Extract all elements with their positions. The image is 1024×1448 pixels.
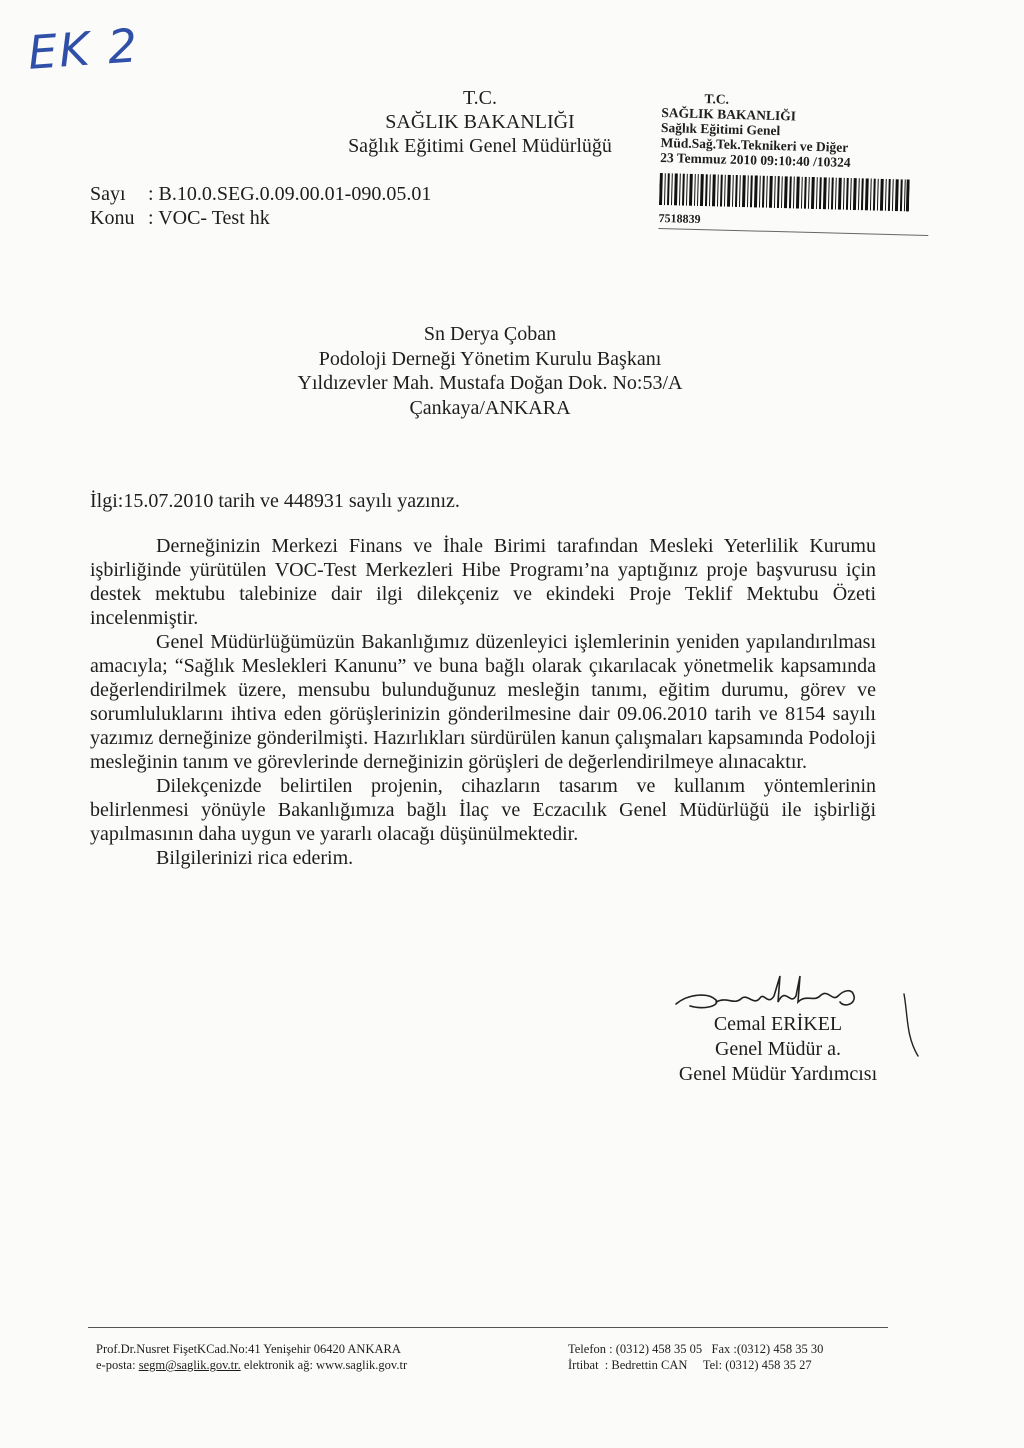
sayi-label: Sayı [90, 183, 126, 205]
footer-phone: Telefon : (0312) 458 35 05 Fax :(0312) 458 35 30 [568, 1342, 824, 1356]
addressee-title: Podoloji Derneği Yönetim Kurulu Başkanı [318, 347, 662, 370]
signatory-title: Genel Müdür a. [714, 1038, 842, 1060]
email-link[interactable]: segm@saglik.gov.tr. [138, 1358, 241, 1372]
handwritten-annotation: EK 2 [26, 18, 141, 80]
letter-body [90, 534, 876, 870]
body-paragraph-1: Derneğinizin Merkezi Finans ve İhale Birimi tarafından Mesleki Yeterlilik Kurumu işbirliğinde yürütülen VOC-Test Merkezleri Hibe Programı’na yaptığınız proje başvurusu için destek mektubu talebinize dair ilgi dilekçeniz ve ekindeki Proje Teklif Mektubu Özeti incelenmiştir. [90, 535, 876, 629]
sayi-row [90, 182, 431, 206]
stamp-department: Müd.Sağ.Tek.Teknikeri ve Diğer [660, 134, 849, 155]
stamp-ministry: SAĞLIK BAKANLIĞI [661, 104, 797, 124]
stamp-directorate: Sağlık Eğitimi Genel [660, 119, 781, 139]
footer-divider [88, 1327, 888, 1328]
konu-value: : VOC- Test hk [148, 207, 270, 229]
ilgi-line: İlgi:15.07.2010 tarih ve 448931 sayılı yazınız. [90, 490, 460, 512]
stamp-datetime: 23 Temmuz 2010 09:10:40 /10324 [660, 149, 851, 170]
letterhead-directorate: Sağlık Eğitimi Genel Müdürlüğü [348, 135, 612, 157]
reference-block [90, 182, 431, 230]
signature-block [662, 1012, 894, 1087]
footer-contact-left [96, 1341, 407, 1373]
body-paragraph-3: Dilekçenizde belirtilen projenin, cihazların tasarım ve kullanım yöntemlerinin belirlenmesi yönüyle Bakanlığımıza bağlı İlaç ve Eczacılık Genel Müdürlüğü ile işbirliği yapılmasının daha uygun ve yararlı olacağı düşünülmektedir. [90, 775, 876, 845]
addressee-address: Yıldızevler Mah. Mustafa Doğan Dok. No:53/A [297, 372, 683, 394]
addressee-name: Sn Derya Çoban [423, 323, 557, 345]
letterhead-country: T.C. [462, 87, 498, 109]
stamp-country: T.C. [704, 91, 730, 107]
letterhead [300, 86, 660, 158]
footer-contact-right [568, 1341, 823, 1373]
konu-label: Konu [90, 207, 135, 229]
body-paragraph-2: Genel Müdürlüğümüzün Bakanlığımız düzenleyici işlemlerinin yeniden yapılandırılması amacıyla; “Sağlık Meslekleri Kanunu” ve buna bağlı olarak çıkarılacak yönetmelik kapsamında değerlendirilmek üzere, mensubu bulunduğunuz mesleğin tanımı, eğitim durumu, görev ve sorumluluklarını ihtiva eden görüşlerinizin gönderilmesine dair 09.06.2010 tarih ve 8154 sayılı yazımız derneğinize gönderilmişti. Hazırlıkları sürdürülen kanun çalışmaları kapsamında Podoloji mesleğinin tanım ve görevlerinde derneğinizin görüşleri de değerlendirilmeye alınacaktır. [90, 631, 876, 773]
signatory-position: Genel Müdür Yardımcısı [678, 1063, 878, 1085]
footer-online [96, 1357, 407, 1373]
konu-row [90, 206, 431, 230]
footer-address: Prof.Dr.Nusret FişetKCad.No:41 Yenişehir 06420 ANKARA [96, 1342, 401, 1356]
addressee-city: Çankaya/ANKARA [409, 396, 571, 419]
addressee-block [240, 322, 740, 420]
web-label: elektronik ağ: [243, 1358, 313, 1372]
sayi-value: : B.10.0.SEG.0.09.00.01-090.05.01 [148, 183, 432, 205]
web-link[interactable]: www.saglik.gov.tr [316, 1358, 408, 1372]
body-paragraph-4: Bilgilerinizi rica ederim. [156, 847, 354, 869]
barcode-number: 7518839 [658, 210, 701, 227]
registry-stamp [658, 90, 932, 236]
email-label: e-posta: [96, 1358, 136, 1372]
letterhead-ministry: SAĞLIK BAKANLIĞI [385, 111, 575, 133]
signatory-name: Cemal ERİKEL [713, 1013, 843, 1035]
footer-irtibat: İrtibat : Bedrettin CAN Tel: (0312) 458 35 27 [568, 1358, 812, 1372]
barcode [659, 173, 910, 212]
